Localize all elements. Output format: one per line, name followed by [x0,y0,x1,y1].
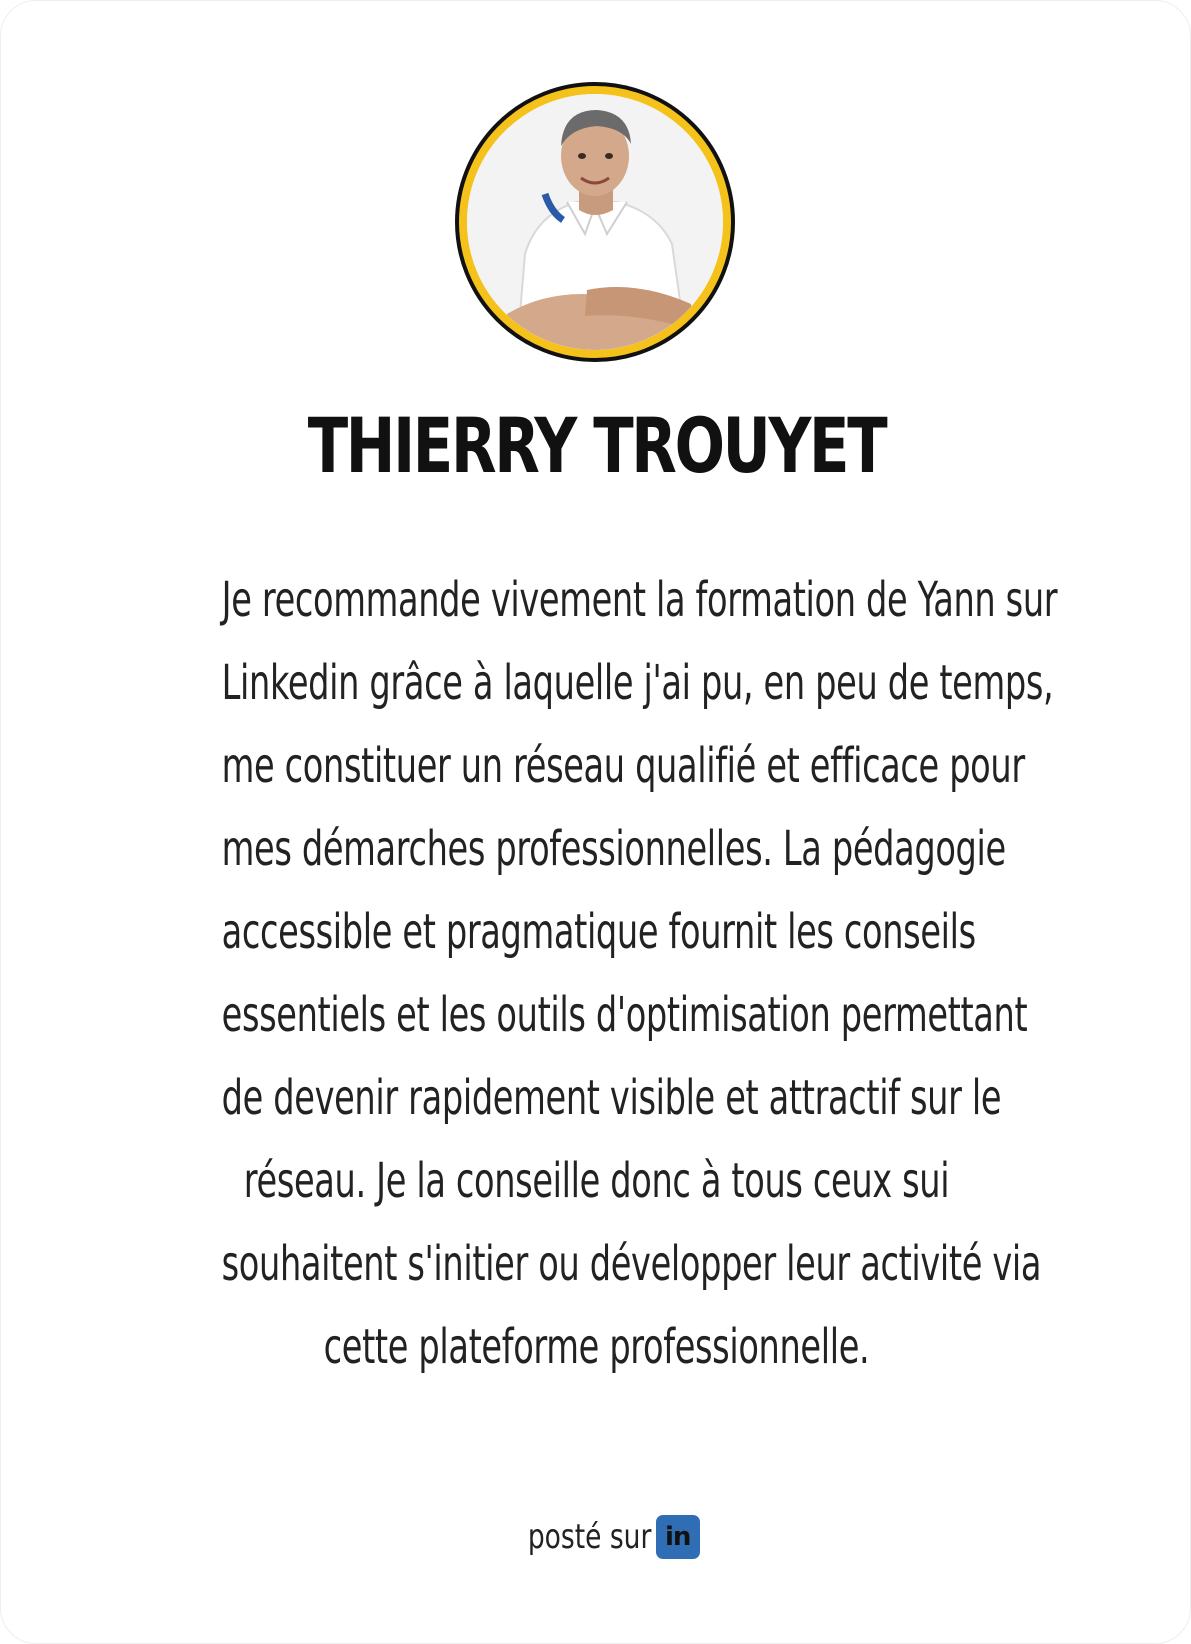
quote-line: mes démarches professionnelles. La pédagogie [221,821,1006,877]
quote-line: essentiels et les outils d'optimisation permettant [221,987,1028,1043]
person-name: THIERRY TROUYET [307,401,886,490]
avatar [467,94,723,350]
posted-on-footer [1,1511,1191,1563]
quote-line: accessible et pragmatique fournit les conseils [221,904,976,960]
avatar-ring [455,82,735,362]
testimonial-quote [61,559,1132,1389]
quote-line: cette plateforme professionnelle. [323,1319,870,1375]
linkedin-icon[interactable]: in [656,1515,700,1559]
quote-line: réseau. Je la conseille donc à tous ceux sui [243,1153,950,1209]
quote-line: de devenir rapidement visible et attractif sur le [221,1070,1002,1126]
quote-line: Je recommande vivement la formation de Yann sur [221,572,1058,628]
quote-line: souhaitent s'initier ou développer leur activité via [221,1236,1042,1292]
quote-line: me constituer un réseau qualifié et efficace pour [221,738,1025,794]
quote-line: Linkedin grâce à laquelle j'ai pu, en peu de temps, [221,655,1054,711]
posted-on-label: posté sur [528,1517,652,1557]
